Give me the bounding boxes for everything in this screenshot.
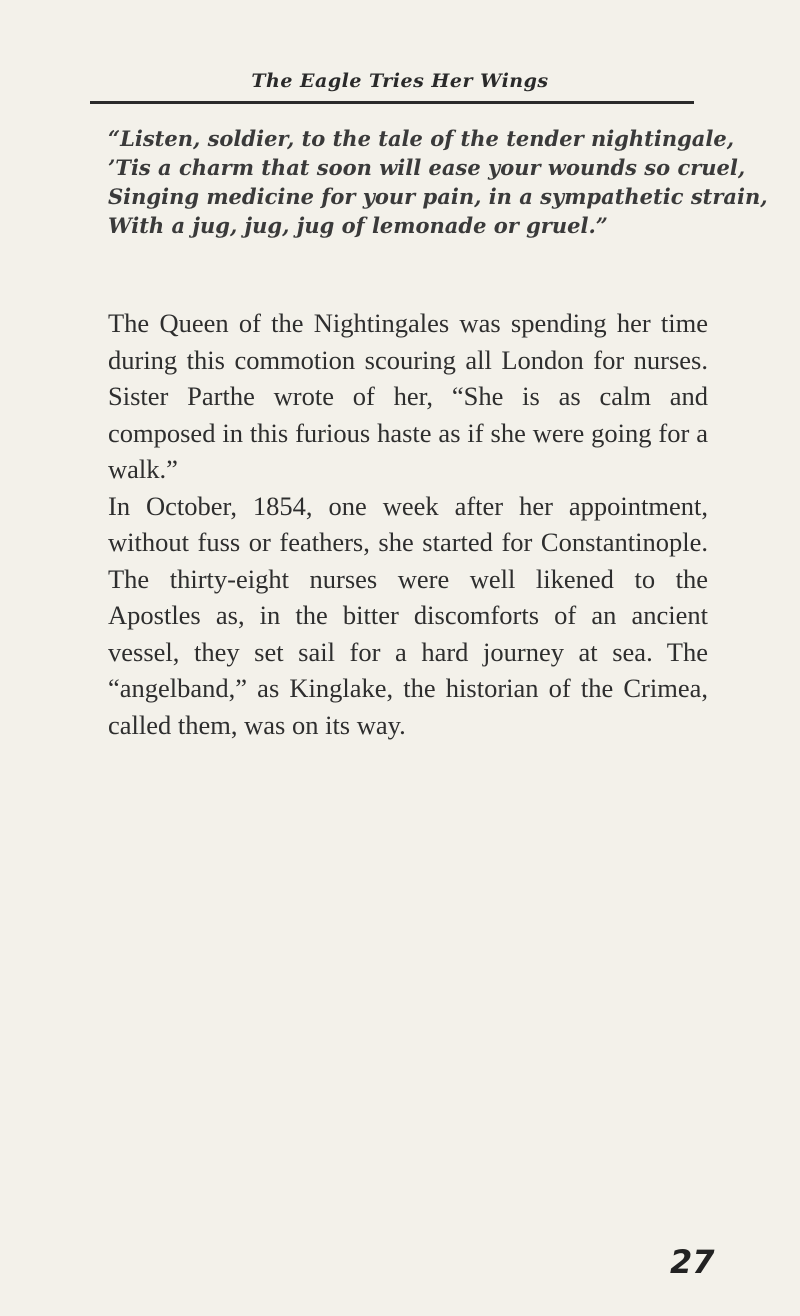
body-text <box>108 305 708 743</box>
verse-line: Singing medicine for your pain, in a sympathetic strain, <box>108 184 768 209</box>
running-head: The Eagle Tries Her Wings <box>251 70 549 92</box>
paragraph: In October, 1854, one week after her appointment, without fuss or feathers, she started for Constantinople. The thirty-eight nurses were well likened to the Apostles as, in the bitter discomforts of an ancient vessel, they set sail for a hard journey at sea. The “angelband,” as Kinglake, the historian of the Crimea, called them, was on its way. <box>108 490 708 740</box>
verse-block <box>108 124 768 240</box>
header-rule <box>90 101 694 104</box>
paragraph: The Queen of the Nightingales was spending her time during this commotion scouring all London for nurses. Sister Parthe wrote of her, “She is as calm and composed in this furious haste as if she were going for a walk.” <box>108 308 708 484</box>
page-number: 27 <box>670 1243 715 1281</box>
verse-line: “Listen, soldier, to the tale of the tender nightingale, <box>108 126 735 151</box>
verse-line: With a jug, jug, jug of lemonade or gruel.” <box>108 213 608 238</box>
verse-line: ’Tis a charm that soon will ease your wounds so cruel, <box>108 155 746 180</box>
